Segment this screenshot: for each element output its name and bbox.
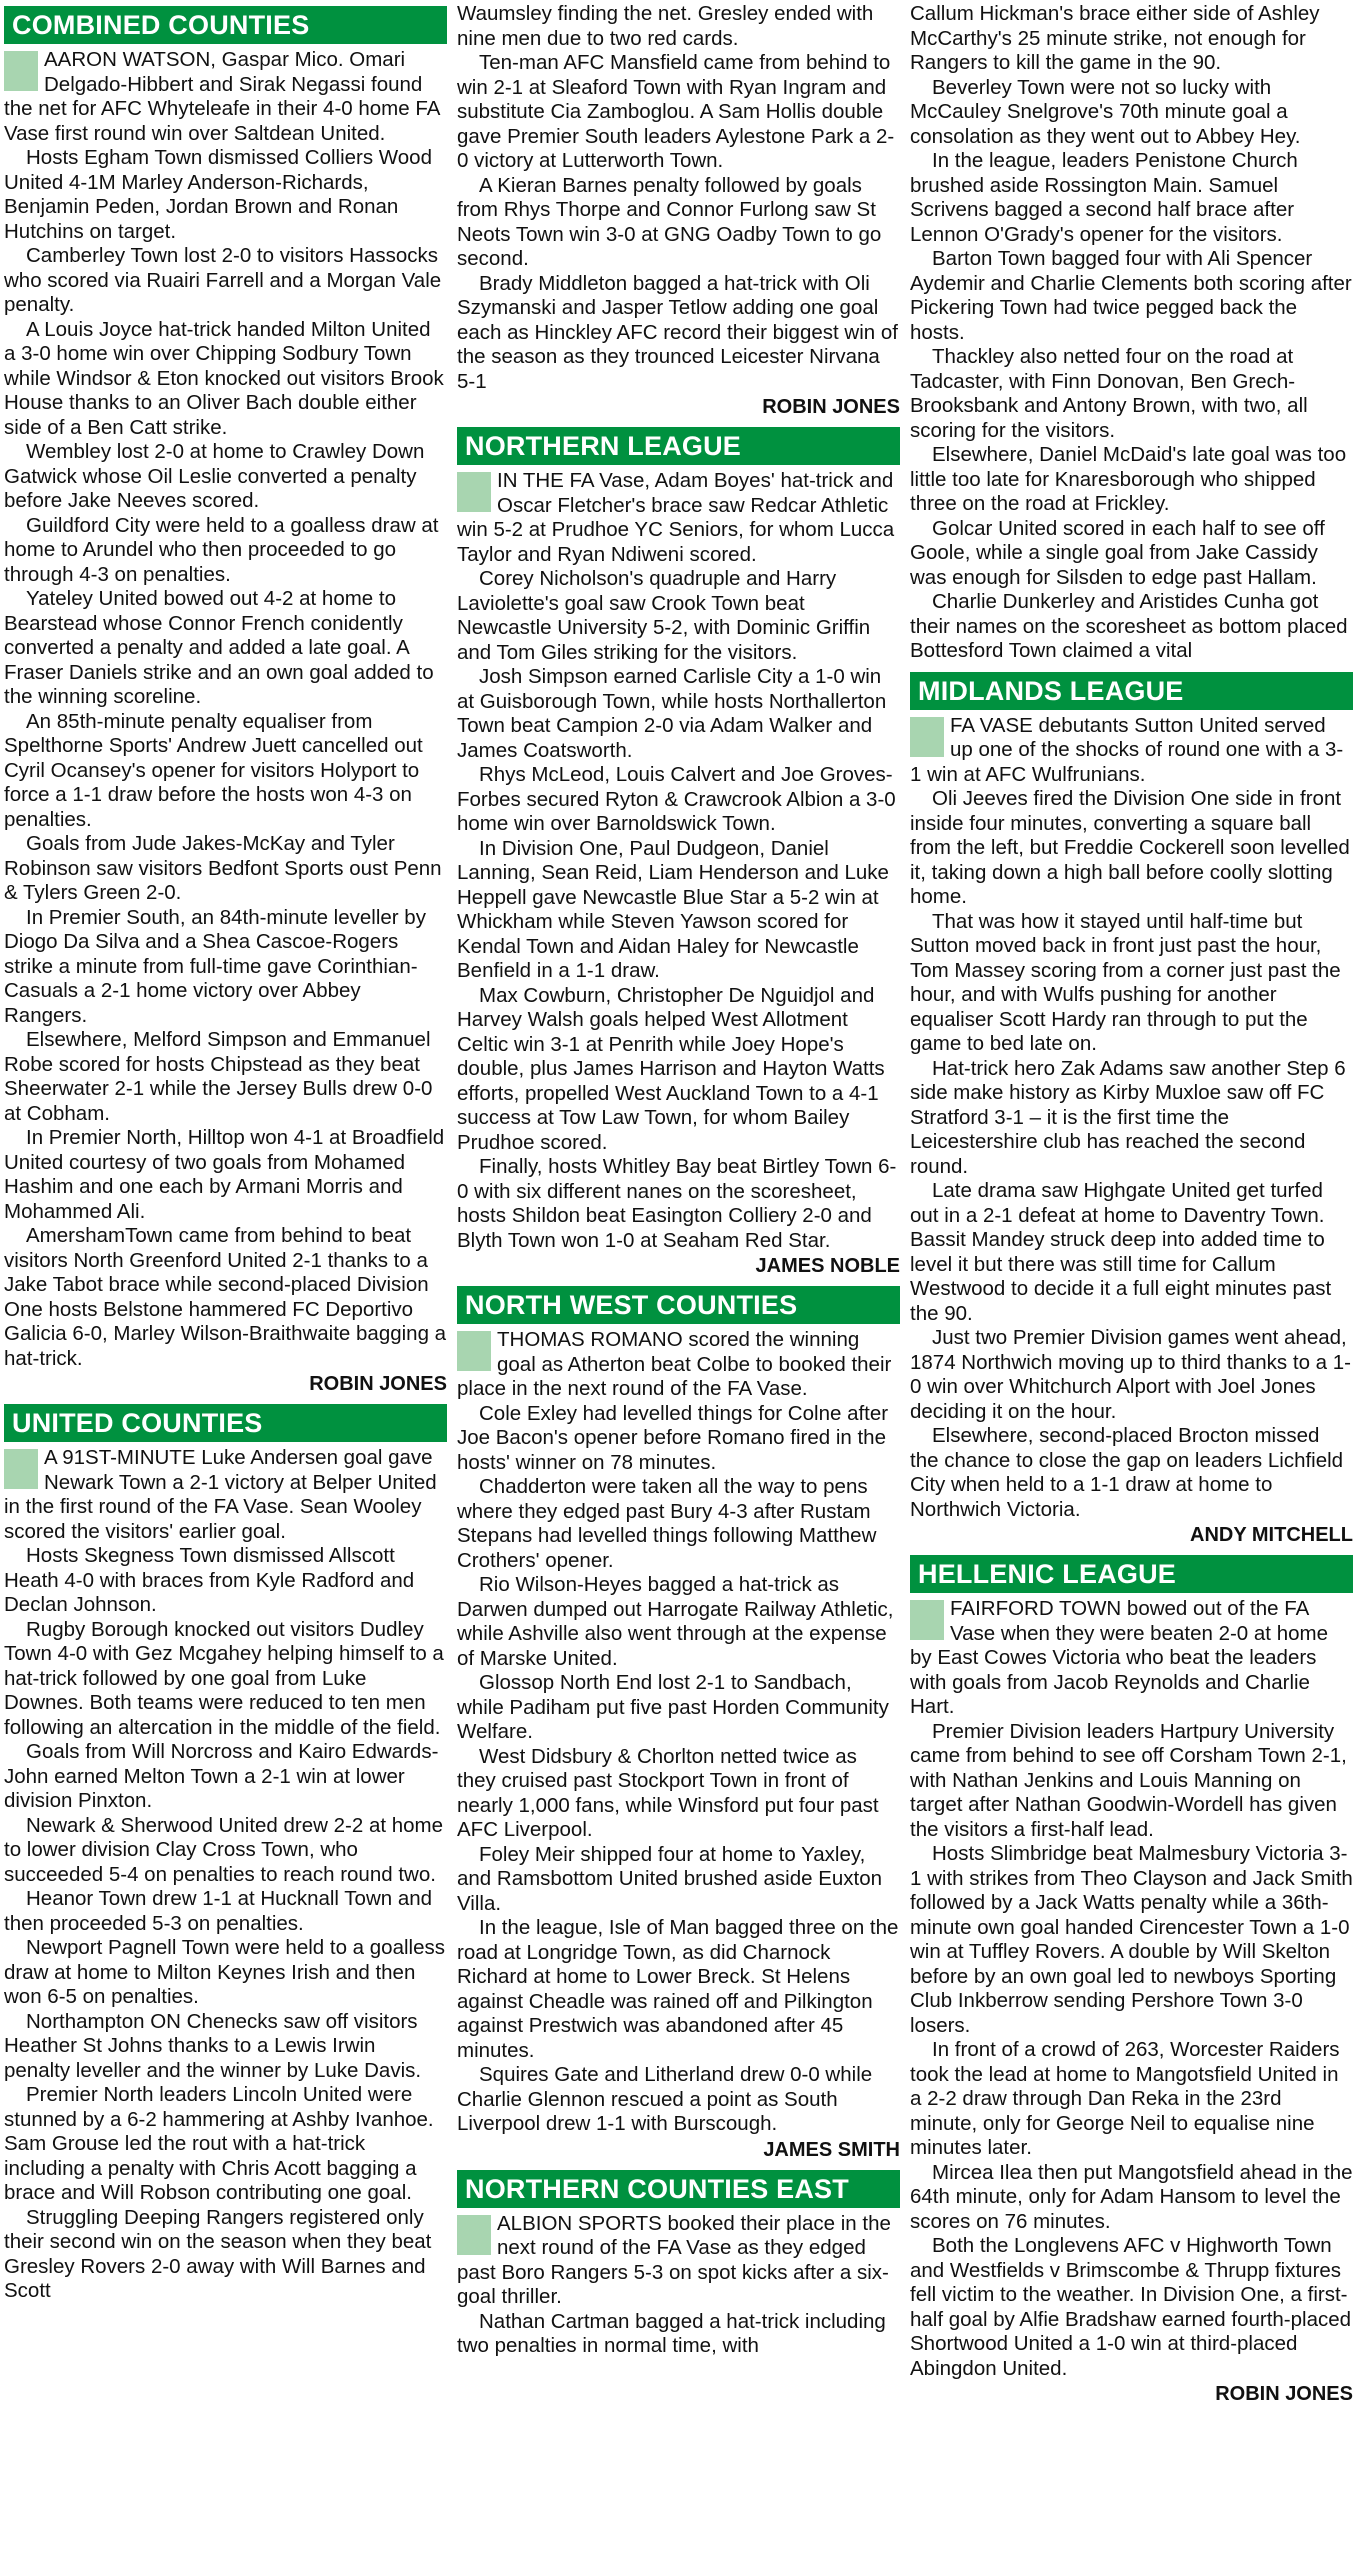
section-header: MIDLANDS LEAGUE: [910, 672, 1353, 710]
section-header: NORTHERN COUNTIES EAST: [457, 2170, 900, 2208]
dropcap-box: [910, 717, 944, 757]
article-paragraph: Glossop North End lost 2-1 to Sandbach, while Padiham put five past Horden Community Welfare.: [457, 1671, 889, 1743]
article-paragraph: Late drama saw Highgate United get turfed out in a 2-1 defeat at home to Daventry Town. Bassit Mandey struck deep into added time to level it but there was still time for Callum Westwood to decide it a full eight minutes past the 90.: [910, 1179, 1332, 1325]
article-paragraph: Cole Exley had levelled things for Colne after Joe Bacon's opener before Romano fired in the hosts' winner on 78 minutes.: [457, 1401, 889, 1474]
article-paragraph: In the league, leaders Penistone Church brushed aside Rossington Main. Samuel Scrivens bagged a second half brace after Lennon O'Grady's opener for the visitors.: [910, 149, 1298, 246]
section-midlands-league: [910, 672, 1353, 1548]
article-paragraph: A Louis Joyce hat-trick handed Milton United a 3-0 home win over Chipping Sodbury Town while Windsor & Eton knocked out visitors Brook House thanks to an Oliver Bach double either side of a Ben Catt strike.: [4, 317, 444, 439]
article-paragraph: Elsewhere, Melford Simpson and Emmanuel Robe scored for hosts Chipstead as they beat Sheerwater 2-1 while the Jersey Bulls drew 0-0 at Cobham.: [4, 1028, 433, 1125]
article-paragraph: Heanor Town drew 1-1 at Hucknall Town and then proceeded 5-3 on penalties.: [4, 1887, 433, 1935]
article-paragraph: West Didsbury & Chorlton netted twice as they cruised past Stockport Town in front of nearly 1,000 fans, while Winsford put four past AFC Liverpool.: [457, 1744, 879, 1841]
article-paragraph: An 85th-minute penalty equaliser from Spelthorne Sports' Andrew Juett cancelled out Cyril Ocansey's opener for visitors Holyport to force a 1-1 draw before the hosts won 4-3 on penalties.: [4, 709, 423, 831]
byline: JAMES NOBLE: [755, 1255, 900, 1277]
byline: ANDY MITCHELL: [1190, 1524, 1353, 1546]
article-paragraph: Goals from Will Norcross and Kairo Edwards-John earned Melton Town a 2-1 win at lower division Pinxton.: [4, 1740, 439, 1812]
byline: ROBIN JONES: [309, 1373, 447, 1395]
article-paragraph: ALBION SPORTS booked their place in the next round of the FA Vase as they edged past Boro Rangers 5-3 on spot kicks after a six-goal thriller.: [457, 2211, 891, 2308]
article-paragraph: Rhys McLeod, Louis Calvert and Joe Groves-Forbes secured Ryton & Crawcrook Albion a 3-0 home win over Barnoldswick Town.: [457, 763, 896, 835]
article-paragraph: Squires Gate and Litherland drew 0-0 while Charlie Glennon rescued a point as South Liverpool drew 1-1 with Burscough.: [457, 2063, 873, 2135]
section-header: NORTHERN LEAGUE: [457, 427, 900, 465]
section-header: COMBINED COUNTIES: [4, 6, 447, 44]
article-paragraph: In Premier South, an 84th-minute leveller by Diogo Da Silva and a Shea Cascoe-Rogers strike a minute from full-time gave Corinthian-Casuals a 2-1 home victory over Abbey Rangers.: [4, 905, 426, 1027]
column-3: [910, 2, 1353, 2558]
article-paragraph: Camberley Town lost 2-0 to visitors Hassocks who scored via Ruairi Farrell and a Morgan Vale penalty.: [4, 244, 442, 316]
article-paragraph: Nathan Cartman bagged a hat-trick including two penalties in normal time, with: [457, 2309, 886, 2357]
article-paragraph: Elsewhere, Daniel McDaid's late goal was too little too late for Knaresborough who shipped three on the road at Frickley.: [910, 443, 1347, 515]
article-paragraph: Just two Premier Division games went ahead, 1874 Northwich moving up to third thanks to a 1-0 win over Whitchurch Alport with Joel Jones deciding it on the hour.: [910, 1326, 1351, 1423]
article-paragraph: Guildford City were held to a goalless draw at home to Arundel who then proceeded to go through 4-3 on penalties.: [4, 513, 439, 586]
article-paragraph: IN THE FA Vase, Adam Boyes' hat-trick and Oscar Fletcher's brace saw Redcar Athletic win 5-2 at Prudhoe YC Seniors, for whom Lucca Taylor and Ryan Ndiweni scored.: [457, 469, 895, 566]
article-paragraph: Hosts Egham Town dismissed Colliers Wood United 4-1M Marley Anderson-Richards, Benjamin Peden, Jordan Brown and Ronan Hutchins on target.: [4, 146, 432, 243]
section-north-west-counties: [457, 1286, 900, 2162]
section-combined-counties: [4, 6, 447, 1396]
section-header: HELLENIC LEAGUE: [910, 1555, 1353, 1593]
article-paragraph: THOMAS ROMANO scored the winning goal as Atherton beat Colbe to booked their place in the next round of the FA Vase.: [457, 1328, 892, 1400]
section-continued: [910, 2, 1353, 664]
column-2: [457, 2, 900, 2558]
section-header: UNITED COUNTIES: [4, 1404, 447, 1442]
article-paragraph: Both the Longlevens AFC v Highworth Town and Westfields v Brimscombe & Thrupp fixtures fell victim to the weather. In Division One, a first-half goal by Alfie Bradshaw earned fourth-placed Shortwood United a 1-0 win at third-placed Abingdon United.: [910, 2234, 1352, 2380]
byline: JAMES SMITH: [763, 2138, 900, 2161]
article-paragraph: In front of a crowd of 263, Worcester Raiders took the lead at home to Mangotsfield United in a 2-2 draw through Dan Reka in the 23rd minute, only for George Neil to equalise nine minutes later.: [910, 2038, 1340, 2159]
article-paragraph: FAIRFORD TOWN bowed out of the FA Vase when they were beaten 2-0 at home by East Cowes Victoria who beat the leaders with goals from Jacob Reynolds and Charlie Hart.: [910, 1597, 1328, 1718]
article-paragraph: A 91ST-MINUTE Luke Andersen goal gave Newark Town a 2-1 victory at Belper United in the first round of the FA Vase. Sean Wooley scored the visitors' earlier goal.: [4, 1446, 437, 1543]
article-paragraph: Hat-trick hero Zak Adams saw another Step 6 side make history as Kirby Muxloe saw off FC Stratford 3-1 – it is the first time the Leicestershire club has reached the second round.: [910, 1056, 1346, 1178]
article-paragraph: Elsewhere, second-placed Brocton missed the chance to close the gap on leaders Lichfield City when held to a 1-1 draw at home to Northwich Victoria.: [910, 1424, 1344, 1521]
article-paragraph: Northampton ON Chenecks saw off visitors Heather St Johns thanks to a Lewis Irwin penalty leveller and the winner by Luke Davis.: [4, 2009, 422, 2082]
article-paragraph: Golcar United scored in each half to see off Goole, while a single goal from Jake Cassidy was enough for Silsden to edge past Hallam.: [910, 516, 1325, 589]
section-header: NORTH WEST COUNTIES: [457, 1286, 900, 1324]
article-paragraph: Thackley also netted four on the road at Tadcaster, with Finn Donovan, Ben Grech-Brooksbank and Antony Brown, with two, all scoring for the visitors.: [910, 345, 1308, 442]
byline: ROBIN JONES: [1215, 2383, 1353, 2405]
article-paragraph: Callum Hickman's brace either side of Ashley McCarthy's 25 minute strike, not enough for Rangers to kill the game in the 90.: [910, 2, 1320, 74]
article-paragraph: Brady Middleton bagged a hat-trick with Oli Szymanski and Jasper Tetlow adding one goal each as Hinckley AFC record their biggest win of the season as they trounced Leicester Nirvana 5-1: [457, 271, 898, 393]
article-paragraph: AmershamTown came from behind to beat visitors North Greenford United 2-1 thanks to a Jake Tabot brace while second-placed Division One hosts Belstone hammered FC Deportivo Galicia 6-0, Marley Wilson-Braithwaite bagging a hat-trick.: [4, 1224, 447, 1370]
article-paragraph: Goals from Jude Jakes-McKay and Tyler Robinson saw visitors Bedfont Sports oust Penn & Tylers Green 2-0.: [4, 832, 442, 904]
dropcap-box: [910, 1600, 944, 1640]
article-paragraph: Foley Meir shipped four at home to Yaxley, and Ramsbottom United brushed aside Euxton Villa.: [457, 1842, 883, 1915]
column-1: [4, 2, 447, 2558]
byline: ROBIN JONES: [762, 396, 900, 418]
article-paragraph: Max Cowburn, Christopher De Nguidjol and Harvey Walsh goals helped West Allotment Celtic win 3-1 at Penrith while Joey Hope's double, plus James Harrison and Hayton Watts efforts, propelled West Auckland Town to a 4-1 success at Tow Law Town, for whom Bailey Prudhoe scored.: [457, 983, 885, 1154]
article-paragraph: Josh Simpson earned Carlisle City a 1-0 win at Guisborough Town, while hosts Northallerton Town beat Campion 2-0 via Adam Walker and James Coatsworth.: [457, 665, 887, 762]
article-paragraph: Wembley lost 2-0 at home to Crawley Down Gatwick whose Oil Leslie converted a penalty before Jake Neeves scored.: [4, 440, 425, 512]
article-paragraph: Waumsley finding the net. Gresley ended with nine men due to two red cards.: [457, 2, 874, 50]
article-paragraph: Chadderton were taken all the way to pens where they edged past Bury 4-3 after Rustam Stepans had levelled things following Matthew Crothers' opener.: [457, 1475, 877, 1572]
dropcap-box: [457, 472, 491, 512]
article-paragraph: Ten-man AFC Mansfield came from behind to win 2-1 at Sleaford Town with Ryan Ingram and substitute Cia Zamboglou. A Sam Hollis double gave Premier South leaders Aylestone Park a 2-0 victory at Lutterworth Town.: [457, 51, 895, 172]
dropcap-box: [457, 2215, 491, 2255]
article-paragraph: In the league, Isle of Man bagged three on the road at Longridge Town, as did Charnock Richard at home to Lower Breck. St Helens against Cheadle was rained off and Pilkington against Prestwich was abandoned after 45 minutes.: [457, 1916, 899, 2062]
article-paragraph: Premier Division leaders Hartpury University came from behind to see off Corsham Town 2-1, with Nathan Jenkins and Louis Manning on target after Nathan Goodwin-Wordell has given the visitors a first-half lead.: [910, 1719, 1347, 1841]
article-paragraph: In Premier North, Hilltop won 4-1 at Broadfield United courtesy of two goals from Mohamed Hashim and one each by Armani Morris and Mohammed Ali.: [4, 1126, 445, 1223]
article-paragraph: Rugby Borough knocked out visitors Dudley Town 4-0 with Gez Mcgahey helping himself to a hat-trick followed by one goal from Luke Downes. Both teams were reduced to ten men following an altercation in the middle of the field.: [4, 1617, 444, 1739]
article-paragraph: Struggling Deeping Rangers registered only their second win on the season when they beat Gresley Rovers 2-0 away with Will Barnes and Scott: [4, 2205, 432, 2302]
article-paragraph: AARON WATSON, Gaspar Mico. Omari Delgado-Hibbert and Sirak Negassi found the net for AFC Whyteleafe in their 4-0 home FA Vase first round win over Saltdean United.: [4, 48, 440, 145]
article-paragraph: Charlie Dunkerley and Aristides Cunha got their names on the scoresheet as bottom placed Bottesford Town claimed a vital: [910, 590, 1348, 662]
section-northern-counties-east: [457, 2170, 900, 2359]
article-paragraph: Oli Jeeves fired the Division One side in front inside four minutes, converting a square ball from the left, but Freddie Cockerell soon levelled it, taking down a high ball before coolly slotting home.: [910, 787, 1350, 908]
article-paragraph: In Division One, Paul Dudgeon, Daniel Lanning, Sean Reid, Liam Henderson and Luke Heppell gave Newcastle Blue Star a 5-2 win at Whickham while Steven Yawson scored for Kendal Town and Aidan Haley for Newcastle Benfield in a 1-1 draw.: [457, 836, 889, 982]
article-paragraph: FA VASE debutants Sutton United served up one of the shocks of round one with a 3-1 win at AFC Wulfrunians.: [910, 713, 1344, 786]
article-paragraph: Barton Town bagged four with Ali Spencer Aydemir and Charlie Clements both scoring after Pickering Town had twice pegged back the hosts.: [910, 247, 1352, 344]
section-hellenic-league: [910, 1555, 1353, 2406]
dropcap-box: [457, 1331, 491, 1371]
dropcap-box: [4, 51, 38, 91]
article-paragraph: Rio Wilson-Heyes bagged a hat-trick as Darwen dumped out Harrogate Railway Athletic, while Ashville also went through at the expense of Marske United.: [457, 1573, 894, 1670]
article-paragraph: Finally, hosts Whitley Bay beat Birtley Town 6-0 with six different nanes on the scoresheet, hosts Shildon beat Easington Colliery 2-0 and Blyth Town won 1-0 at Seaham Red Star.: [457, 1155, 897, 1252]
article-paragraph: Newark & Sherwood United drew 2-2 at home to lower division Clay Cross Town, who succeeded 5-4 on penalties to reach round two.: [4, 1813, 444, 1886]
article-paragraph: A Kieran Barnes penalty followed by goals from Rhys Thorpe and Connor Furlong saw St Neots Town win 3-0 at GNG Oadby Town to go second.: [457, 173, 882, 270]
article-paragraph: Beverley Town were not so lucky with McCauley Snelgrove's 70th minute goal a consolation as they went out to Abbey Hey.: [910, 75, 1301, 148]
article-paragraph: Corey Nicholson's quadruple and Harry Laviolette's goal saw Crook Town beat Newcastle University 5-2, with Dominic Griffin and Tom Giles striking for the visitors.: [457, 567, 871, 664]
section-continued: [457, 2, 900, 419]
dropcap-box: [4, 1449, 38, 1489]
article-paragraph: Hosts Slimbridge beat Malmesbury Victoria 3-1 with strikes from Theo Clayson and Jack Smith followed by a Jack Watts penalty while a 36th-minute own goal handed Cirencester Town a 1-0 win at Tuffley Rovers. A double by Will Skelton before by an own goal led to newboys Sporting Club Inkberrow sending Pershore Town 3-0 losers.: [910, 1842, 1353, 2037]
section-united-counties: [4, 1404, 447, 2304]
article-paragraph: Yateley United bowed out 4-2 at home to Bearstead whose Connor French conidently converted a penalty and added a late goal. A Fraser Daniels strike and an own goal added to the winning scoreline.: [4, 587, 434, 708]
section-northern-league: [457, 427, 900, 1278]
article-paragraph: Newport Pagnell Town were held to a goalless draw at home to Milton Keynes Irish and then won 6-5 on penalties.: [4, 1936, 445, 2008]
article-paragraph: Mircea Ilea then put Mangotsfield ahead in the 64th minute, only for Adam Hansom to level the scores on 76 minutes.: [910, 2160, 1353, 2233]
article-paragraph: Hosts Skegness Town dismissed Allscott Heath 4-0 with braces from Kyle Radford and Declan Johnson.: [4, 1544, 415, 1616]
article-paragraph: Premier North leaders Lincoln United were stunned by a 6-2 hammering at Ashby Ivanhoe. Sam Grouse led the rout with a hat-trick including a penalty with Chris Acott bagging a brace and Will Robson contributing one goal.: [4, 2083, 434, 2204]
article-paragraph: That was how it stayed until half-time but Sutton moved back in front just past the hour, Tom Massey scoring from a corner just past the hour, and with Wulfs pushing for another equaliser Scott Hardy ran through to put the game to bed late on.: [910, 909, 1341, 1055]
